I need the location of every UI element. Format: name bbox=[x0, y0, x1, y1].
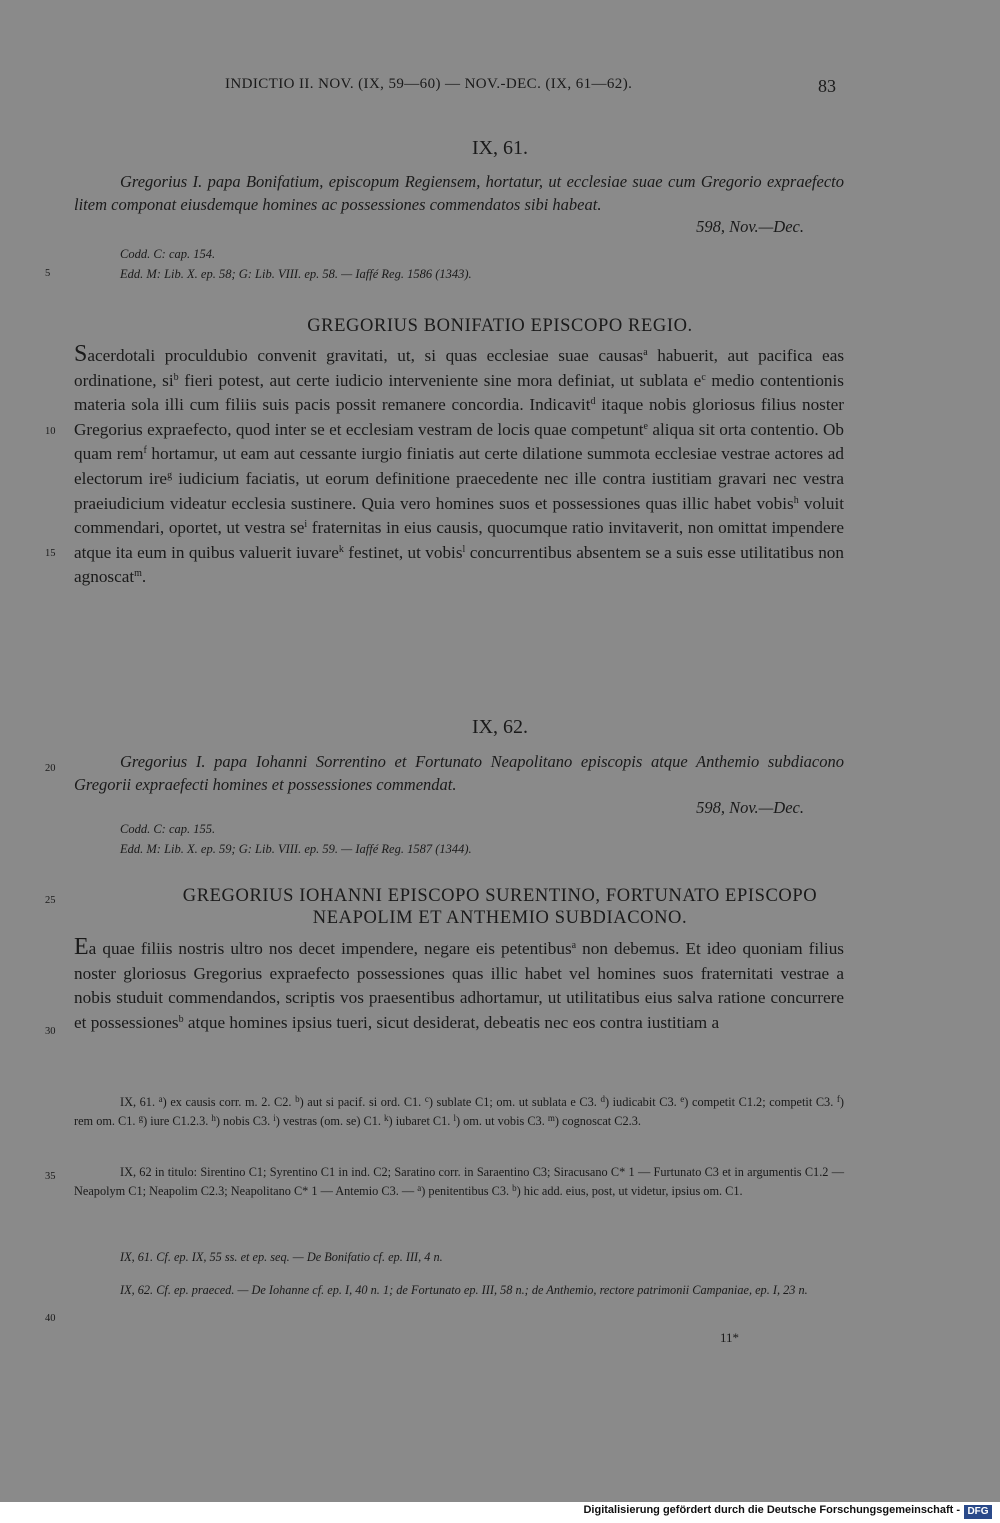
letter-61-initial: S bbox=[74, 341, 88, 367]
letter-61-title: GREGORIUS BONIFATIO EPISCOPO REGIO. bbox=[307, 316, 693, 336]
line-number: 15 bbox=[45, 548, 56, 559]
signature-mark: 11* bbox=[720, 1330, 740, 1345]
letter-62-title-line2: NEAPOLIM ET ANTHEMIO SUBDIACONO. bbox=[312, 908, 688, 928]
running-header: INDICTIO II. NOV. (IX, 59—60) — NOV.-DEC. (IX, 61—62). bbox=[225, 76, 633, 92]
historical-note-62-text: IX, 62. Cf. ep. praeced. — De Iohanne cf. ep. I, 40 n. 1; de Fortunato ep. III, 58 n.; de Anthemio, rectore patrimonii Campaniae, ep. I, 23 n. bbox=[120, 1283, 808, 1297]
letter-62-title-line1: GREGORIUS IOHANNI EPISCOPO SURENTINO, FORTUNATO EPISCOPO bbox=[182, 886, 818, 906]
letter-62-text: a quae filiis nostris ultro nos decet impendere, negare eis petentibus$^a$ non debemus. Et ideo quoniam filius noster gloriosus Gregorius expraefecto possessiones quas illic habet vel homines suos fraternitati vestrae a nobis studuit commendandos, scriptis vos praesentibus adhortamur, ut utilitatibus eius salva ratione concurrere et possessiones$^b$ atque homines ipsius tueri, sicut desiderat, debeatis nec eos contra iustitiam a bbox=[74, 939, 844, 1032]
letter-61-date: 598, Nov.—Dec. bbox=[696, 217, 804, 236]
apparatus-62-text: IX, 62 in titulo: Sirentino C1; Syrentino C1 in ind. C2; Saratino corr. in Saraentino C3; Siracusano C* 1 — Furtunato C3 et in argumentis C1.2 — Neapolym C1; Neapolim C2.3; Neapolitano C* 1 — Antemio C3. — $^a$) penitentibus C3. $^b$) hic add. eius, post, ut videtur, ipsius om. C1. bbox=[74, 1165, 844, 1198]
line-number: 10 bbox=[45, 426, 56, 437]
apparatus-62 bbox=[74, 1163, 844, 1200]
apparatus-61 bbox=[74, 1093, 844, 1130]
historical-note-62 bbox=[74, 1281, 844, 1300]
apparatus-61-text: IX, 61. $^a$) ex causis corr. m. 2. C2. $^b$) aut si pacif. si ord. C1. $^c$) sublate C1; om. ut sublata e C3. $^d$) iudicabit C3. $^e$) competit C1.2; competit C3. $^f$) rem om. C1. $^g$) iure C1.2.3. $^h$) nobis C3. $^i$) vestras (om. se) C1. $^k$) iubaret C1. $^l$) om. ut vobis C3. $^m$) cognoscat C2.3. bbox=[74, 1094, 844, 1128]
historical-note-61 bbox=[74, 1248, 844, 1267]
letter-62-codd: Codd. C: cap. 155. bbox=[120, 822, 216, 836]
letter-61-body bbox=[74, 342, 844, 590]
letter-62-number: IX, 62. bbox=[471, 716, 529, 738]
line-number: 35 bbox=[45, 1171, 56, 1182]
page-number: 83 bbox=[818, 76, 836, 96]
line-number: 5 bbox=[45, 268, 51, 279]
line-number: 20 bbox=[45, 763, 56, 774]
dfg-logo-icon: DFG bbox=[964, 1505, 992, 1519]
line-number: 30 bbox=[45, 1026, 56, 1037]
letter-62-summary-text: Gregorius I. papa Iohanni Sorrentino et Fortunato Neapolitano episcopis atque Anthemio subdiacono Gregorii expraefecti homines et possessiones commendat. bbox=[74, 752, 844, 795]
letter-62-summary bbox=[74, 750, 844, 797]
line-number: 25 bbox=[45, 895, 56, 906]
letter-61-summary bbox=[74, 170, 844, 217]
funding-text: Digitalisierung gefördert durch die Deutsche Forschungsgemeinschaft - bbox=[583, 1504, 960, 1516]
historical-note-61-text: IX, 61. Cf. ep. IX, 55 ss. et ep. seq. — De Bonifatio cf. ep. III, 4 n. bbox=[120, 1250, 443, 1264]
letter-62-initial: E bbox=[74, 934, 89, 960]
letter-61-edd: Edd. M: Lib. X. ep. 58; G: Lib. VIII. ep. 58. — Iaffé Reg. 1586 (1343). bbox=[120, 267, 472, 281]
letter-61-summary-text: Gregorius I. papa Bonifatium, episcopum Regiensem, hortatur, ut ecclesiae suae cum Gregorio expraefecto litem componat eiusdemque homines ac possessiones commendatos sibi habeat. bbox=[74, 172, 844, 215]
line-number: 40 bbox=[45, 1313, 56, 1324]
letter-61-codd: Codd. C: cap. 154. bbox=[120, 247, 216, 261]
letter-62-body bbox=[74, 935, 844, 1035]
letter-62-edd: Edd. M: Lib. X. ep. 59; G: Lib. VIII. ep. 59. — Iaffé Reg. 1587 (1344). bbox=[120, 842, 472, 856]
letter-61-text: acerdotali proculdubio convenit gravitati, ut, si quas ecclesiae suae causas$^a$ habuerit, aut pacifica eas ordinatione, $si^b$ fieri potest, aut certe iudicio interveniente sine mora definiat, ut sublata $e^c$ medio contentionis materia sola illi cum filiis suis pacis possit remanere concordia. Indicavit$^d$ itaque nobis gloriosus filius noster Gregorius expraefecto, quod inter se et ecclesiam vestram de locis quae competunt$^e$ aliqua sit orta contentio. Ob quam rem$^f$ hortamur, ut eam aut cessante iurgio finiatis aut certe dilatione summota ecclesiae vestrae actores ad electorum ire$^g$ iudicium faciatis, ut eorum definitione praecedente nec ille contra iustitiam gravari nec vestra praeiudicium videatur ecclesia sustinere. Quia vero homines suos et possessiones quas illic habet vobis$^h$ voluit commendari, oportet, ut vestra $se^i$ fraternitas in eius causis, quocumque ratio invitaverit, non omittat impendere atque ita eum in quibus valuerit iuvare$^k$ festinet, ut vobis$^l$ concurrentibus absentem se a suis esse utilitatibus non agnoscat$^m$. bbox=[74, 346, 845, 587]
funding-banner bbox=[0, 1502, 1000, 1523]
letter-62-date: 598, Nov.—Dec. bbox=[696, 798, 804, 817]
letter-61-number: IX, 61. bbox=[471, 137, 529, 159]
